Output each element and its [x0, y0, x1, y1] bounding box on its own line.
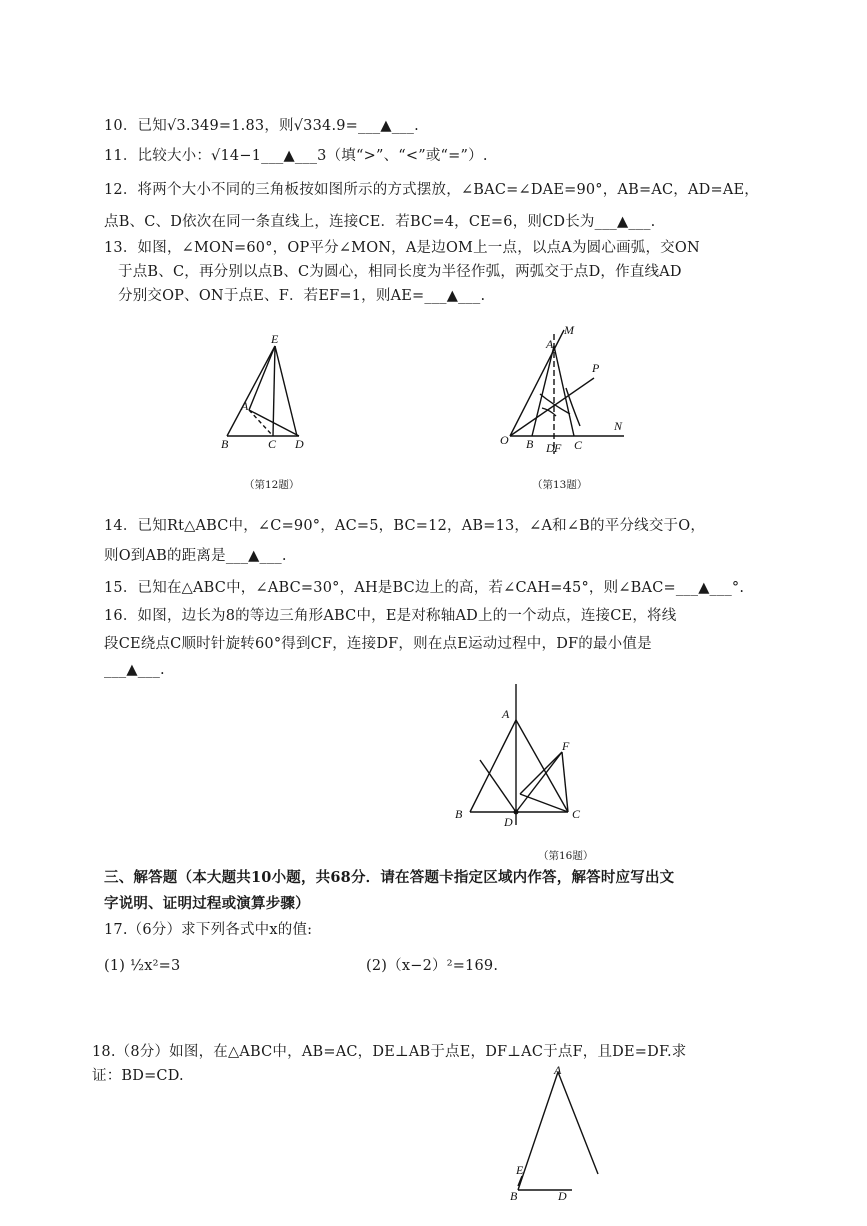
- fig16-label-c: C: [572, 807, 581, 821]
- question-10: 10．已知√3.349=1.83，则√334.9=___▲___.: [104, 118, 419, 134]
- fig12-label-b: B: [221, 437, 229, 451]
- question-15: 15．已知在△ABC中，∠ABC=30°，AH是BC边上的高，若∠CAH=45°，则∠BAC=___▲___°.: [104, 580, 745, 596]
- fig12-label-d: D: [295, 437, 304, 451]
- fig16-label-f: F: [562, 739, 570, 753]
- fig13-caption: （第13题）: [532, 479, 588, 491]
- question-13-line-2: 于点B、C，再分别以点B、C为圆心，相同长度为半径作弧，两弧交于点D，作直线AD: [118, 264, 682, 280]
- fig13-label-a: A: [546, 337, 554, 351]
- fig16-caption: （第16题）: [538, 850, 594, 862]
- question-16-line-2: 段CE绕点C顺时针旋转60°得到CF，连接DF，则在点E运动过程中，DF的最小值是: [104, 636, 652, 652]
- figure-12: [215, 330, 325, 455]
- question-17-head: 17.（6分）求下列各式中x的值:: [104, 922, 313, 938]
- question-13-line-3: 分别交OP、ON于点E、F．若EF=1，则AE=___▲___.: [118, 288, 486, 304]
- fig13-label-m: M: [564, 323, 574, 337]
- question-17-part-1: (1) ½x²=3: [104, 958, 181, 974]
- fig13-label-b: B: [526, 437, 534, 451]
- fig18-label-d: D: [558, 1189, 567, 1203]
- question-16-line-1: 16．如图，边长为8的等边三角形ABC中，E是对称轴AD上的一个动点，连接CE，将线: [104, 608, 677, 624]
- question-18-line-1: 18.（8分）如图，在△ABC中，AB=AC，DE⊥AB于点E，DF⊥AC于点F，且DE=DF.求: [92, 1044, 687, 1060]
- fig13-label-c: C: [574, 438, 583, 452]
- fig13-label-p: P: [592, 361, 600, 375]
- fig12-label-a: A: [241, 399, 249, 413]
- fig12-caption: （第12题）: [244, 479, 300, 491]
- fig13-label-f: F: [554, 441, 562, 455]
- section-3-heading-line-2: 字说明、证明过程或演算步骤）: [104, 895, 310, 912]
- figure-16: [450, 680, 590, 830]
- fig18-label-e: E: [516, 1163, 524, 1177]
- question-12-line-1: 12．将两个大小不同的三角板按如图所示的方式摆放，∠BAC=∠DAE=90°，AB=AC，AD=AE，: [104, 182, 759, 198]
- question-14-line-2: 则O到AB的距离是___▲___.: [104, 548, 287, 564]
- fig12-label-e: E: [271, 332, 279, 346]
- fig13-label-o: O: [500, 433, 509, 447]
- fig18-label-a: A: [554, 1064, 562, 1077]
- question-11: 11．比较大小：√14−1___▲___3（填“>”、“<”或“=”）.: [104, 148, 488, 164]
- question-16-line-3: ___▲___.: [104, 662, 165, 678]
- fig13-label-n: N: [614, 419, 623, 433]
- question-13-line-1: 13．如图，∠MON=60°，OP平分∠MON，A是边OM上一点，以点A为圆心画弧，交ON: [104, 240, 700, 256]
- question-18-line-2: 证：BD=CD.: [92, 1068, 184, 1084]
- fig16-label-d: D: [504, 815, 513, 829]
- section-3-heading-line-1: 三、解答题（本大题共10小题，共68分．请在答题卡指定区域内作答，解答时应写出文: [104, 869, 675, 886]
- question-12-line-2: 点B、C、D依次在同一条直线上，连接CE．若BC=4，CE=6，则CD长为___▲___.: [104, 214, 656, 230]
- fig12-label-c: C: [268, 437, 277, 451]
- fig18-label-b: B: [510, 1189, 518, 1203]
- fig13-label-d: D: [546, 441, 555, 455]
- fig16-label-a: A: [502, 707, 510, 721]
- question-14-line-1: 14．已知Rt△ABC中，∠C=90°，AC=5，BC=12，AB=13，∠A和∠B的平分线交于O，: [104, 518, 706, 534]
- figure-18: [500, 1064, 610, 1212]
- figure-13: [496, 322, 632, 457]
- question-17-part-2: (2)（x−2）²=169.: [366, 958, 499, 974]
- fig16-label-b: B: [455, 807, 463, 821]
